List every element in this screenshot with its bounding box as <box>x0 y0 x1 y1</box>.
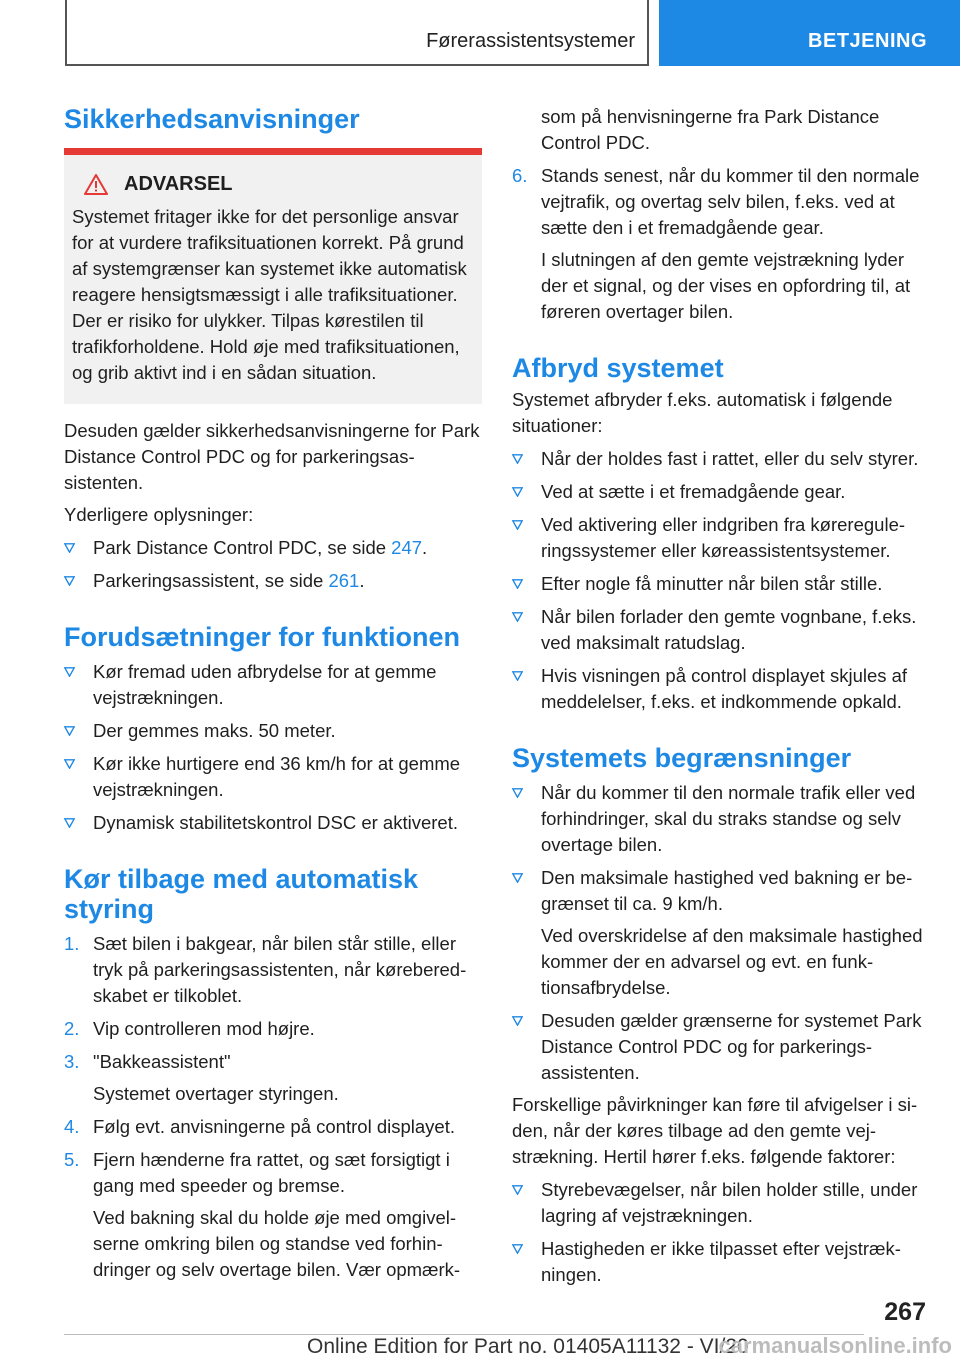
list-item: Desuden gælder grænserne for systemet Park Distance Control PDC og for parkeringsassistenten. <box>512 1008 930 1086</box>
step-note: I slutningen af den gemte vejstrækning lyder der et signal, og der vises en opfordring til, at føreren overtager bilen. <box>541 249 911 322</box>
list-item: Styrebevægelser, når bilen holder stille, under lagring af vejstrækningen. <box>512 1177 930 1229</box>
list-item: Kør fremad uden afbrydelse for at gemme vejstrækningen. <box>64 659 482 711</box>
section-title: BETJENING <box>808 30 927 52</box>
step-number: 3. <box>64 1051 80 1072</box>
step-item: 2. Vip controlleren mod højre. <box>64 1016 482 1042</box>
right-column <box>512 104 930 1288</box>
warning-label: ADVARSEL <box>124 173 233 195</box>
bullet-triangle-icon <box>64 818 75 828</box>
page-link-247[interactable]: 247 <box>391 537 423 558</box>
step-continuation: som på henvisningerne fra Park Distance Control PDC. <box>541 106 880 153</box>
warning-rule <box>64 148 482 155</box>
bullet-triangle-icon <box>512 520 523 530</box>
bullet-triangle-icon <box>512 579 523 589</box>
bullet-triangle-icon <box>64 667 75 677</box>
step-note: Systemet overtager styringen. <box>93 1083 339 1104</box>
list-item: Dynamisk stabilitetskontrol DSC er aktiveret. <box>64 810 482 836</box>
step-item: 5. Fjern hænderne fra rattet, og sæt forsigtigt i gang med speeder og bremse. Ved bakning skal du holde øje med omgivelserne omkring bilen og standse ved forhindringer og selv overtage bilen. Vær opmærk- <box>64 1147 482 1283</box>
bullet-triangle-icon <box>64 543 75 553</box>
step-number: 5. <box>64 1149 80 1170</box>
list-item: Efter nogle få minutter når bilen står stille. <box>512 571 930 597</box>
list-item-note: Ved overskridelse af den maksimale hastighed kommer der en advarsel og evt. en funktionsafbrydelse. <box>541 925 923 998</box>
page-link-261[interactable]: 261 <box>328 570 360 591</box>
step-number: 1. <box>64 933 80 954</box>
list-item: Den maksimale hastighed ved bakning er begrænset til ca. 9 km/h. Ved overskridelse af den maksimale hastighed kommer der en advarsel og evt. en funktionsafbrydelse. <box>512 865 930 1001</box>
list-item: Der gemmes maks. 50 meter. <box>64 718 482 744</box>
bullet-triangle-icon <box>512 1244 523 1254</box>
left-column <box>64 100 482 1283</box>
warning-text: Systemet fritager ikke for det personlige ansvar for at vurdere trafiksituationen korrekt. På grund af systemgrænser kan systemet ikke automatisk reagere hensigtsmæssigt i alle trafiksituationer. Der er risiko for ulykker. Tilpas kørestilen til trafikforholdene. Hold øje med trafiksituationen, og grib aktivt ind i en sådan situation. <box>72 206 467 383</box>
bullet-triangle-icon <box>64 576 75 586</box>
bullet-triangle-icon <box>512 1185 523 1195</box>
reference-list <box>64 535 482 594</box>
factors-list <box>512 1177 930 1288</box>
chapter-title: Førerassistentsystemer <box>426 30 635 52</box>
list-item: Når bilen forlader den gemte vognbane, f.eks. ved maksimalt ratudslag. <box>512 604 930 656</box>
more-info-label: Yderligere oplysninger: <box>64 504 254 525</box>
section-tab <box>659 0 960 66</box>
warning-header <box>84 173 474 196</box>
prereq-heading: Forudsætninger for funktionen <box>64 622 460 652</box>
stop-intro: Systemet afbryder f.eks. automatisk i følgende situationer: <box>512 389 893 436</box>
steps-list <box>64 931 482 1283</box>
bullet-triangle-icon <box>512 612 523 622</box>
chapter-tab <box>65 0 649 66</box>
step-item: 4. Følg evt. anvisningerne på control displayet. <box>64 1114 482 1140</box>
step-number: 4. <box>64 1116 80 1137</box>
bullet-triangle-icon <box>64 759 75 769</box>
safety-heading: Sikkerhedsanvisninger <box>64 104 360 134</box>
step-item: 3. "Bakkeassistent" Systemet overtager styringen. <box>64 1049 482 1107</box>
list-item: Ved aktivering eller indgriben fra kørereguleringssystemer eller køreassistentsystemer. <box>512 512 930 564</box>
edition-text: Online Edition for Part no. 01405A11132 - VI/20 <box>307 1335 749 1358</box>
bullet-triangle-icon <box>512 671 523 681</box>
list-item: Ved at sætte i et fremadgående gear. <box>512 479 930 505</box>
list-item: Hvis visningen på control displayet skjules af meddelelser, f.eks. et indkommende opkald. <box>512 663 930 715</box>
bullet-triangle-icon <box>512 873 523 883</box>
bullet-triangle-icon <box>512 788 523 798</box>
list-item: Kør ikke hurtigere end 36 km/h for at gemme vejstrækningen. <box>64 751 482 803</box>
list-item: Hastigheden er ikke tilpasset efter vejstrækningen. <box>512 1236 930 1288</box>
limits-heading: Systemets begrænsninger <box>512 743 852 773</box>
list-item: Når du kommer til den normale trafik eller ved forhindringer, skal du straks standse og selv overtage bilen. <box>512 780 930 858</box>
bullet-triangle-icon <box>512 487 523 497</box>
bullet-triangle-icon <box>64 726 75 736</box>
safety-intro: Desuden gælder sikkerhedsanvisningerne for Park Distance Control PDC og for parkeringsassistenten. <box>64 420 480 493</box>
watermark: carmanualsonline.info <box>718 1333 952 1358</box>
step-number: 2. <box>64 1018 80 1039</box>
stop-heading: Afbryd systemet <box>512 353 724 383</box>
list-item: Når der holdes fast i rattet, eller du selv styrer. <box>512 446 930 472</box>
prereq-list <box>64 659 482 836</box>
list-item: Parkeringsassistent, se side 261. <box>64 568 482 594</box>
reverse-heading: Kør tilbage med automatisk styring <box>64 864 419 924</box>
limits-list <box>512 780 930 1086</box>
steps-list-cont <box>512 104 930 325</box>
list-item: Park Distance Control PDC, se side 247. <box>64 535 482 561</box>
stop-list <box>512 446 930 715</box>
warning-box <box>64 155 482 404</box>
factors-intro: Forskellige påvirkninger kan føre til afvigelser i siden, når der køres tilbage ad den gemte vejstrækning. Hertil hører f.eks. følgende faktorer: <box>512 1094 918 1167</box>
page-header <box>0 0 960 66</box>
step-note: Ved bakning skal du holde øje med omgivelserne omkring bilen og standse ved forhindringer og selv overtage bilen. Vær opmærk- <box>93 1207 461 1280</box>
step-item: 6. Stands senest, når du kommer til den normale vejtrafik, og overtag selv bilen, f.eks. ved at sætte den i et fremadgående gear. I slutningen af den gemte vejstrækning lyder der et signal, og der vises en opfordring til, at føreren overtager bilen. <box>512 163 930 325</box>
warning-triangle-icon <box>84 174 108 195</box>
step-item: 1. Sæt bilen i bakgear, når bilen står stille, eller tryk på parkeringsassistenten, når køreberedskabet er tilkoblet. <box>64 933 467 1006</box>
bullet-triangle-icon <box>512 454 523 464</box>
step-number: 6. <box>512 165 528 186</box>
page-number: 267 <box>884 1298 926 1326</box>
bullet-triangle-icon <box>512 1016 523 1026</box>
